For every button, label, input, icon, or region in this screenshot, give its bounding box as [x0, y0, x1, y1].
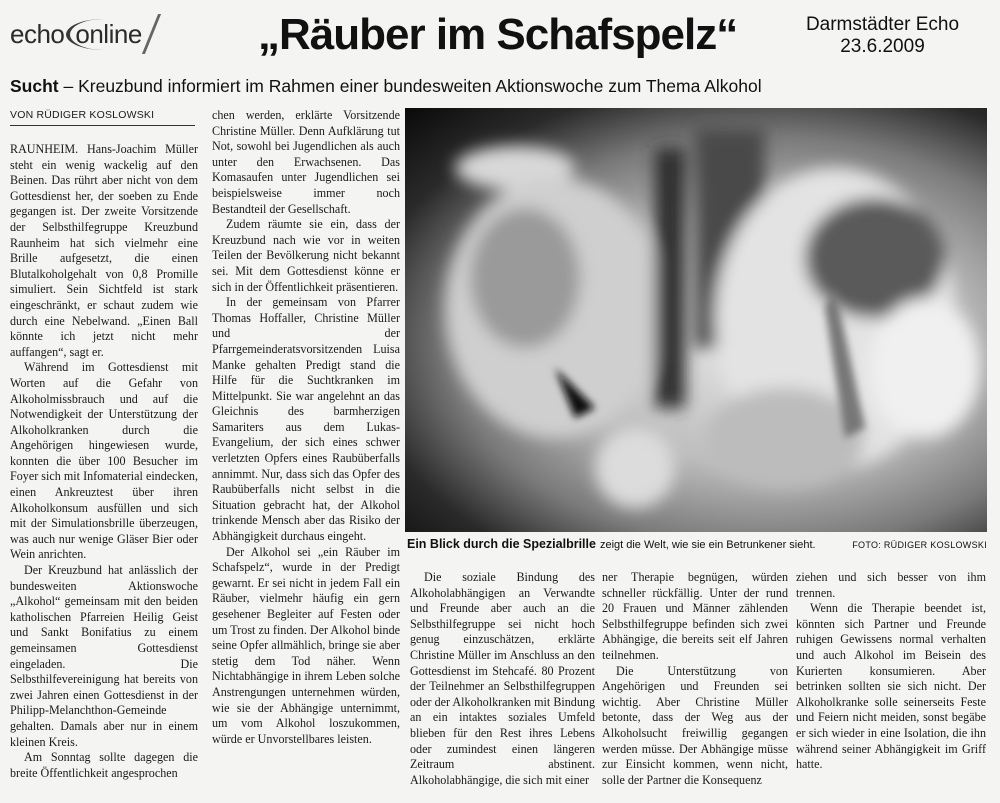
paragraph: ziehen und sich besser von ihm trennen. — [796, 570, 986, 600]
paragraph: Die soziale Bindung des Alkoholabhängigen an Verwandte und Freunde aber auch an die Selbsthilfegruppe sei nicht hoch genug einzuschätzen, erklärte Christine Müller im Anschluss an den Gottesdienst im Stehcafé. 80 Prozent der Teilnehmer an Selbsthilfegruppen oder der Alkoholkranken mit Bindung an ein intaktes soziales Umfeld blieben für den Rest ihres Lebens oder zumindest einen längeren Zeitraum abstinent. Alkoholabhängige, die sich mit einer — [410, 570, 595, 787]
paragraph: RAUNHEIM. Hans-Joachim Müller steht ein wenig wackelig auf den Beinen. Das rührt aber nicht von dem Gottesdienst her, der soeben zu Ende gegangen ist. Der zweite Vorsitzende der Selbsthilfegruppe Kreuzbund Raunheim hat sich vielmehr eine Brille aufgesetzt, die einen Blutalkoholgehalt von 0,8 Promille simuliert. Sein Sichtfeld ist stark eingeschränkt, er schaut zudem wie durch eine Nebelwand. „Einen Ball könnte ich jetzt nicht mehr auffangen“, sagt er. — [10, 142, 198, 359]
logo-online-text: online — [66, 19, 141, 50]
logo-slash-mark — [142, 14, 161, 54]
photo-credit: FOTO: RÜDIGER KOSLOWSKI — [852, 540, 987, 550]
paragraph: Der Alkohol sei „ein Räuber im Schafspelz“, wurde in der Predigt gewarnt. Er sei nicht in jedem Fall ein Räuber, vielmehr häufig ein gern gesehener Begleiter auf Festen oder um Trost zu finden. Der Alkohol binde seine Opfer allmählich, bringe sie aber stetig dem Tod näher. Wenn Nichtabhängige in ihrem Leben solche Anstrengungen unternehmen würden, wie sie der Abhängige unternimmt, um vom Alkohol loszukommen, würde er Unvorstellbares leisten. — [212, 544, 400, 746]
echo-online-logo — [10, 8, 175, 60]
paragraph: ner Therapie begnügen, würden schneller rückfällig. Unter der rund 20 Frauen und Männer zählenden Selbsthilfegruppe befinden sich zwei Abhängige, die bereits seit elf Jahren teilnehmen. — [602, 570, 788, 662]
paragraph: Der Kreuzbund hat anlässlich der bundesweiten Aktionswoche „Alkohol“ gemeinsam mit den beiden katholischen Pfarreien Heilig Geist und Sankt Bonifatius zu einem gemeinsamen Gottesdienst eingeladen. Die Selbsthilfevereinigung hat bereits von zwei Jahren einen Gottesdienst in der Philipp-Melanchthon-Gemeinde gehalten. Damals aber nur in einem kleinen Kreis. — [10, 563, 198, 749]
article-headline: „Räuber im Schafspelz“ — [258, 10, 738, 59]
caption-text: zeigt die Welt, wie sie ein Betrunkener sieht. — [599, 539, 816, 551]
blurred-photo-illustration — [405, 108, 987, 532]
paragraph: Wenn die Therapie beendet ist, könnten sich Partner und Freunde ruhigen Gewissens normal verhalten und auch Alkohol im Beisein des Kurierten konsumieren. Aber betrinken sollten sie sich nicht. Der Alkoholkranke solle seinerseits Feste und Feiern nicht meiden, sonst begäbe er sich wieder in eine Isolation, die ihn während seiner Abhängigkeit im Griff hatte. — [796, 601, 986, 772]
logo-echo-text: echo — [10, 18, 65, 49]
source-date: 23.6.2009 — [840, 36, 925, 57]
text-column-3 — [410, 570, 595, 795]
byline: VON RÜDIGER KOSLOWSKI — [10, 109, 195, 126]
paragraph: chen werden, erklärte Vorsitzende Christine Müller. Denn Aufklärung tut Not, sowohl bei Jugendlichen als auch unter den Erwachsenen. Das Komasaufen unter Jugendlichen sei beispielsweise immer noch Bestandteil der Gesellschaft. — [212, 108, 400, 216]
subhead-text: – Kreuzbund informiert im Rahmen einer bundesweiten Aktionswoche zum Thema Alkohol — [58, 76, 762, 96]
caption-bold: Ein Blick durch die Spezialbrille — [407, 537, 596, 551]
text-column-1 — [10, 142, 198, 792]
text-column-4 — [602, 570, 788, 795]
paragraph: In der gemeinsam von Pfarrer Thomas Hoffaller, Christine Müller und der Pfarrgemeinderatsvorsitzenden Luisa Manke gehalten Predigt stand die Hilfe für die Suchtkranken im Mittelpunkt. Sie war angelehnt an das Gleichnis des barmherzigen Samariters aus dem Lukas-Evangelium, der sich eines schwer verletzten Opfers eines Raubüberfalls annimmt. Nur, dass sich das Opfer des Raubüberfalls nicht selbst in die Situation gebracht hat, der Alkohol trinkende Mensch aber das Risiko der Abhängigkeit durchaus eingeht. — [212, 295, 400, 544]
source-name: Darmstädter Echo — [805, 14, 960, 35]
paragraph: Am Sonntag sollte dagegen die breite Öffentlichkeit angesprochen — [10, 750, 198, 780]
paragraph: Zudem räumte sie ein, dass der Kreuzbund nach wie vor in weiten Teilen der Bevölkerung nicht bekannt sei. Mit dem Gottesdienst könne er sich in der Öffentlichkeit präsentieren. — [212, 217, 400, 294]
paragraph: Während im Gottesdienst mit Worten auf die Gefahr von Alkoholmissbrauch und auf die Notwendigkeit der Unterstützung der Alkoholkranken durch die Angehörigen hingewiesen wurde, konnten die über 100 Besucher im Foyer sich mit Infomaterial eindecken, einen Ankreuztest über ihren Alkoholkonsum ausfüllen und sich mit der Simulationsbrille überzeugen, was auch nur wenige Gläser Bier oder Wein anrichten. — [10, 360, 198, 562]
text-column-2 — [212, 108, 400, 793]
article-subheadline — [10, 76, 990, 97]
source-info — [770, 14, 995, 58]
article-photo — [405, 108, 987, 532]
text-column-5 — [796, 570, 986, 795]
subhead-kicker: Sucht — [10, 76, 59, 96]
paragraph: Die Unterstützung von Angehörigen und Freunden sei wichtig. Aber Christine Müller betonte, dass der Weg aus der Alkoholsucht freiwillig gegangen werden müsse. Der Abhängige müsse zur Einsicht kommen, wenn nicht, solle der Partner die Konsequenz — [602, 663, 788, 787]
photo-caption — [407, 537, 987, 559]
